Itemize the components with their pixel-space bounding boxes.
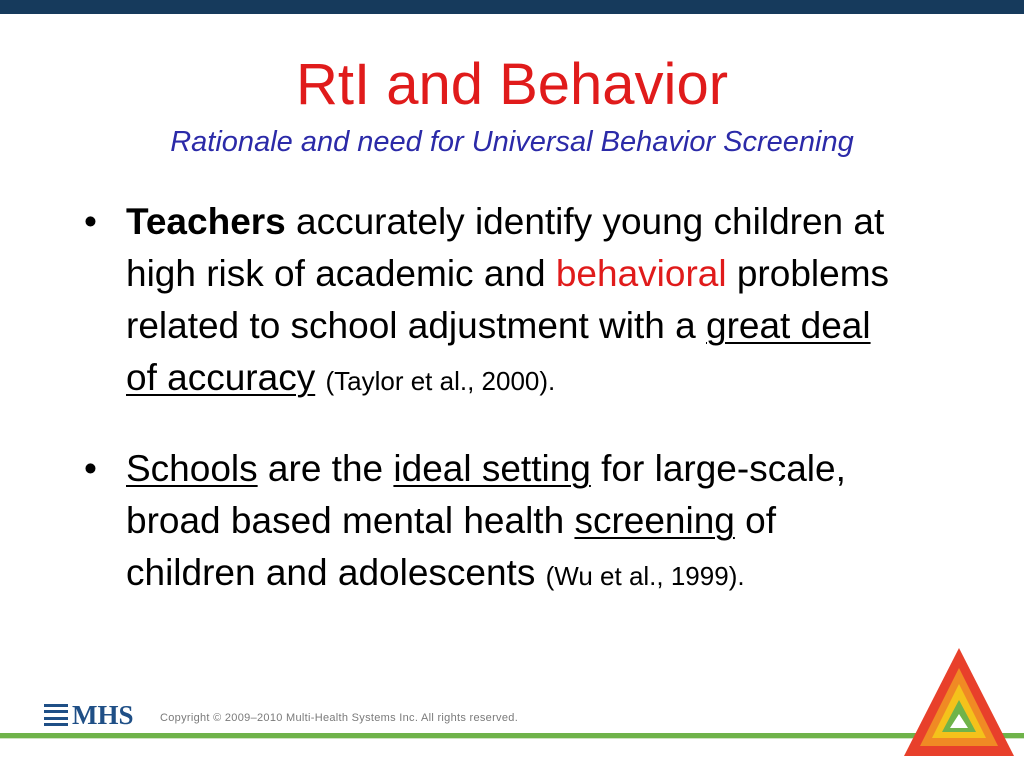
bullet-item-schools — [84, 443, 904, 602]
bullet-keyword: Teachers — [126, 201, 286, 242]
top-accent-bar — [0, 0, 1024, 14]
underlined-text: great deal of accuracy — [126, 305, 871, 398]
bullet-list — [84, 196, 904, 602]
bullet-text: problems related to school adjustment with a — [126, 253, 890, 346]
underlined-text: screening — [574, 500, 735, 541]
bullet-text: are the — [257, 448, 394, 489]
citation: (Wu et al., 1999). — [545, 561, 745, 591]
mhs-logo — [44, 702, 134, 728]
bullet-item-teachers — [84, 196, 904, 407]
bullet-text: for large-scale, broad based mental health — [126, 448, 846, 541]
footer-divider-shadow — [0, 738, 1024, 739]
mhs-stripes-icon — [44, 704, 68, 726]
bullet-text: accurately identify young children at high risk of academic and — [126, 201, 885, 294]
copyright-text: Copyright © 2009–2010 Multi-Health Systems Inc. All rights reserved. — [160, 712, 519, 724]
logo-text: MHS — [72, 700, 134, 730]
bullet-icon: • — [84, 201, 97, 242]
citation: (Taylor et al., 2000). — [325, 366, 556, 396]
underlined-text: Schools — [126, 448, 258, 489]
bullet-text: of children and adolescents — [126, 500, 777, 593]
spacer-text — [315, 357, 325, 398]
highlight-text: behavioral — [555, 253, 727, 294]
bullet-icon: • — [84, 448, 97, 489]
slide-subtitle: Rationale and need for Universal Behavior Screening — [170, 126, 854, 158]
underlined-text: ideal setting — [393, 448, 591, 489]
layered-triangle-icon — [900, 644, 1018, 762]
slide-title: RtI and Behavior — [295, 52, 729, 117]
